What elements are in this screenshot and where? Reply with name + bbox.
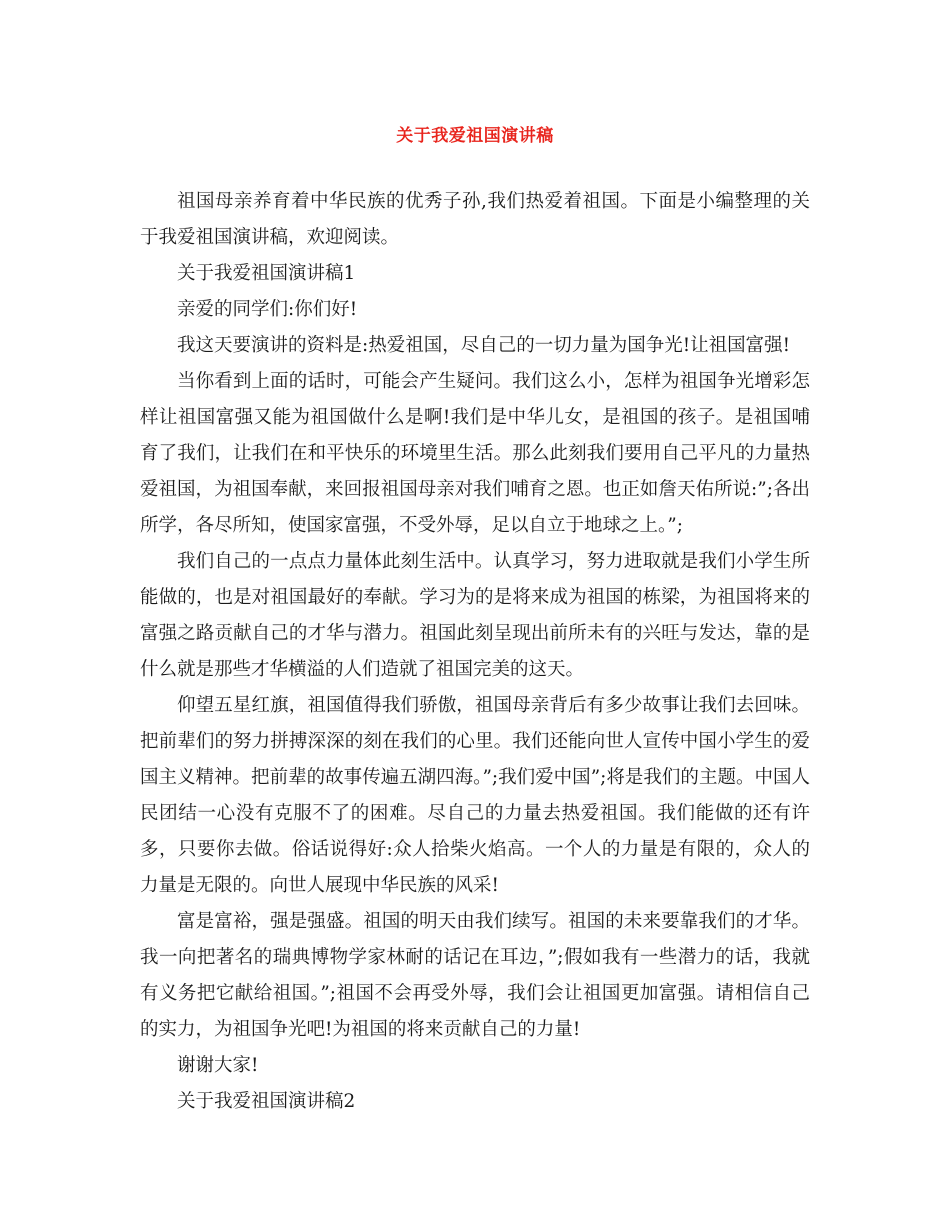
document-title: 关于我爱祖国演讲稿 [396, 126, 554, 146]
section-heading-2: 关于我爱祖国演讲稿2 [177, 1091, 356, 1112]
section-heading-1: 关于我爱祖国演讲稿1 [177, 263, 356, 284]
paragraph-body: 当你看到上面的话时，可能会产生疑问。我们这么小，怎样为祖国争光增彩怎样让祖国富强又能为祖国做什么是啊!我们是中华儿女，是祖国的孩子。是祖国哺育了我们，让我们在和平快乐的环境里生活。那么此刻我们要用自己平凡的力量热爱祖国，为祖国奉献，来回报祖国母亲对我们哺育之恩。也正如詹天佑所说:”;各出所学，各尽所知，使国家富强，不受外辱，足以自立于地球之上。”; [140, 371, 810, 536]
paragraph-intro: 祖国母亲养育着中华民族的优秀子孙,我们热爱着祖国。下面是小编整理的关于我爱祖国演讲稿，欢迎阅读。 [140, 191, 810, 248]
paragraph-body: 仰望五星红旗，祖国值得我们骄傲，祖国母亲背后有多少故事让我们去回味。把前辈们的努力拼搏深深的刻在我们的心里。我们还能向世人宣传中国小学生的爱国主义精神。把前辈的故事传遍五湖四海。”;我们爱中国”;将是我们的主题。中国人民团结一心没有克服不了的困难。尽自己的力量去热爱祖国。我们能做的还有许多，只要你去做。俗话说得好:众人拾柴火焰高。一个人的力量是有限的，众人的力量是无限的。向世人展现中华民族的风采! [140, 695, 810, 896]
paragraph-topic: 我这天要演讲的资料是:热爱祖国，尽自己的一切力量为国争光!让祖国富强! [177, 335, 791, 356]
paragraph-body: 我们自己的一点点力量体此刻生活中。认真学习，努力进取就是我们小学生所能做的，也是对祖国最好的奉献。学习为的是将来成为祖国的栋梁，为祖国将来的富强之路贡献自己的才华与潜力。祖国此刻呈现出前所未有的兴旺与发达，靠的是什么就是那些才华横溢的人们造就了祖国完美的这天。 [140, 551, 810, 680]
paragraph-thanks: 谢谢大家! [177, 1055, 259, 1076]
paragraph-body: 富是富裕，强是强盛。祖国的明天由我们续写。祖国的未来要靠我们的才华。我一向把著名的瑞典博物学家林耐的话记在耳边，”;假如我有一些潜力的话，我就有义务把它献给祖国。”;祖国不会再受外辱，我们会让祖国更加富强。请相信自己的实力，为祖国争光吧!为祖国的将来贡献自己的力量! [140, 911, 810, 1040]
document-body [140, 184, 810, 1120]
paragraph-greeting: 亲爱的同学们:你们好! [177, 299, 358, 320]
